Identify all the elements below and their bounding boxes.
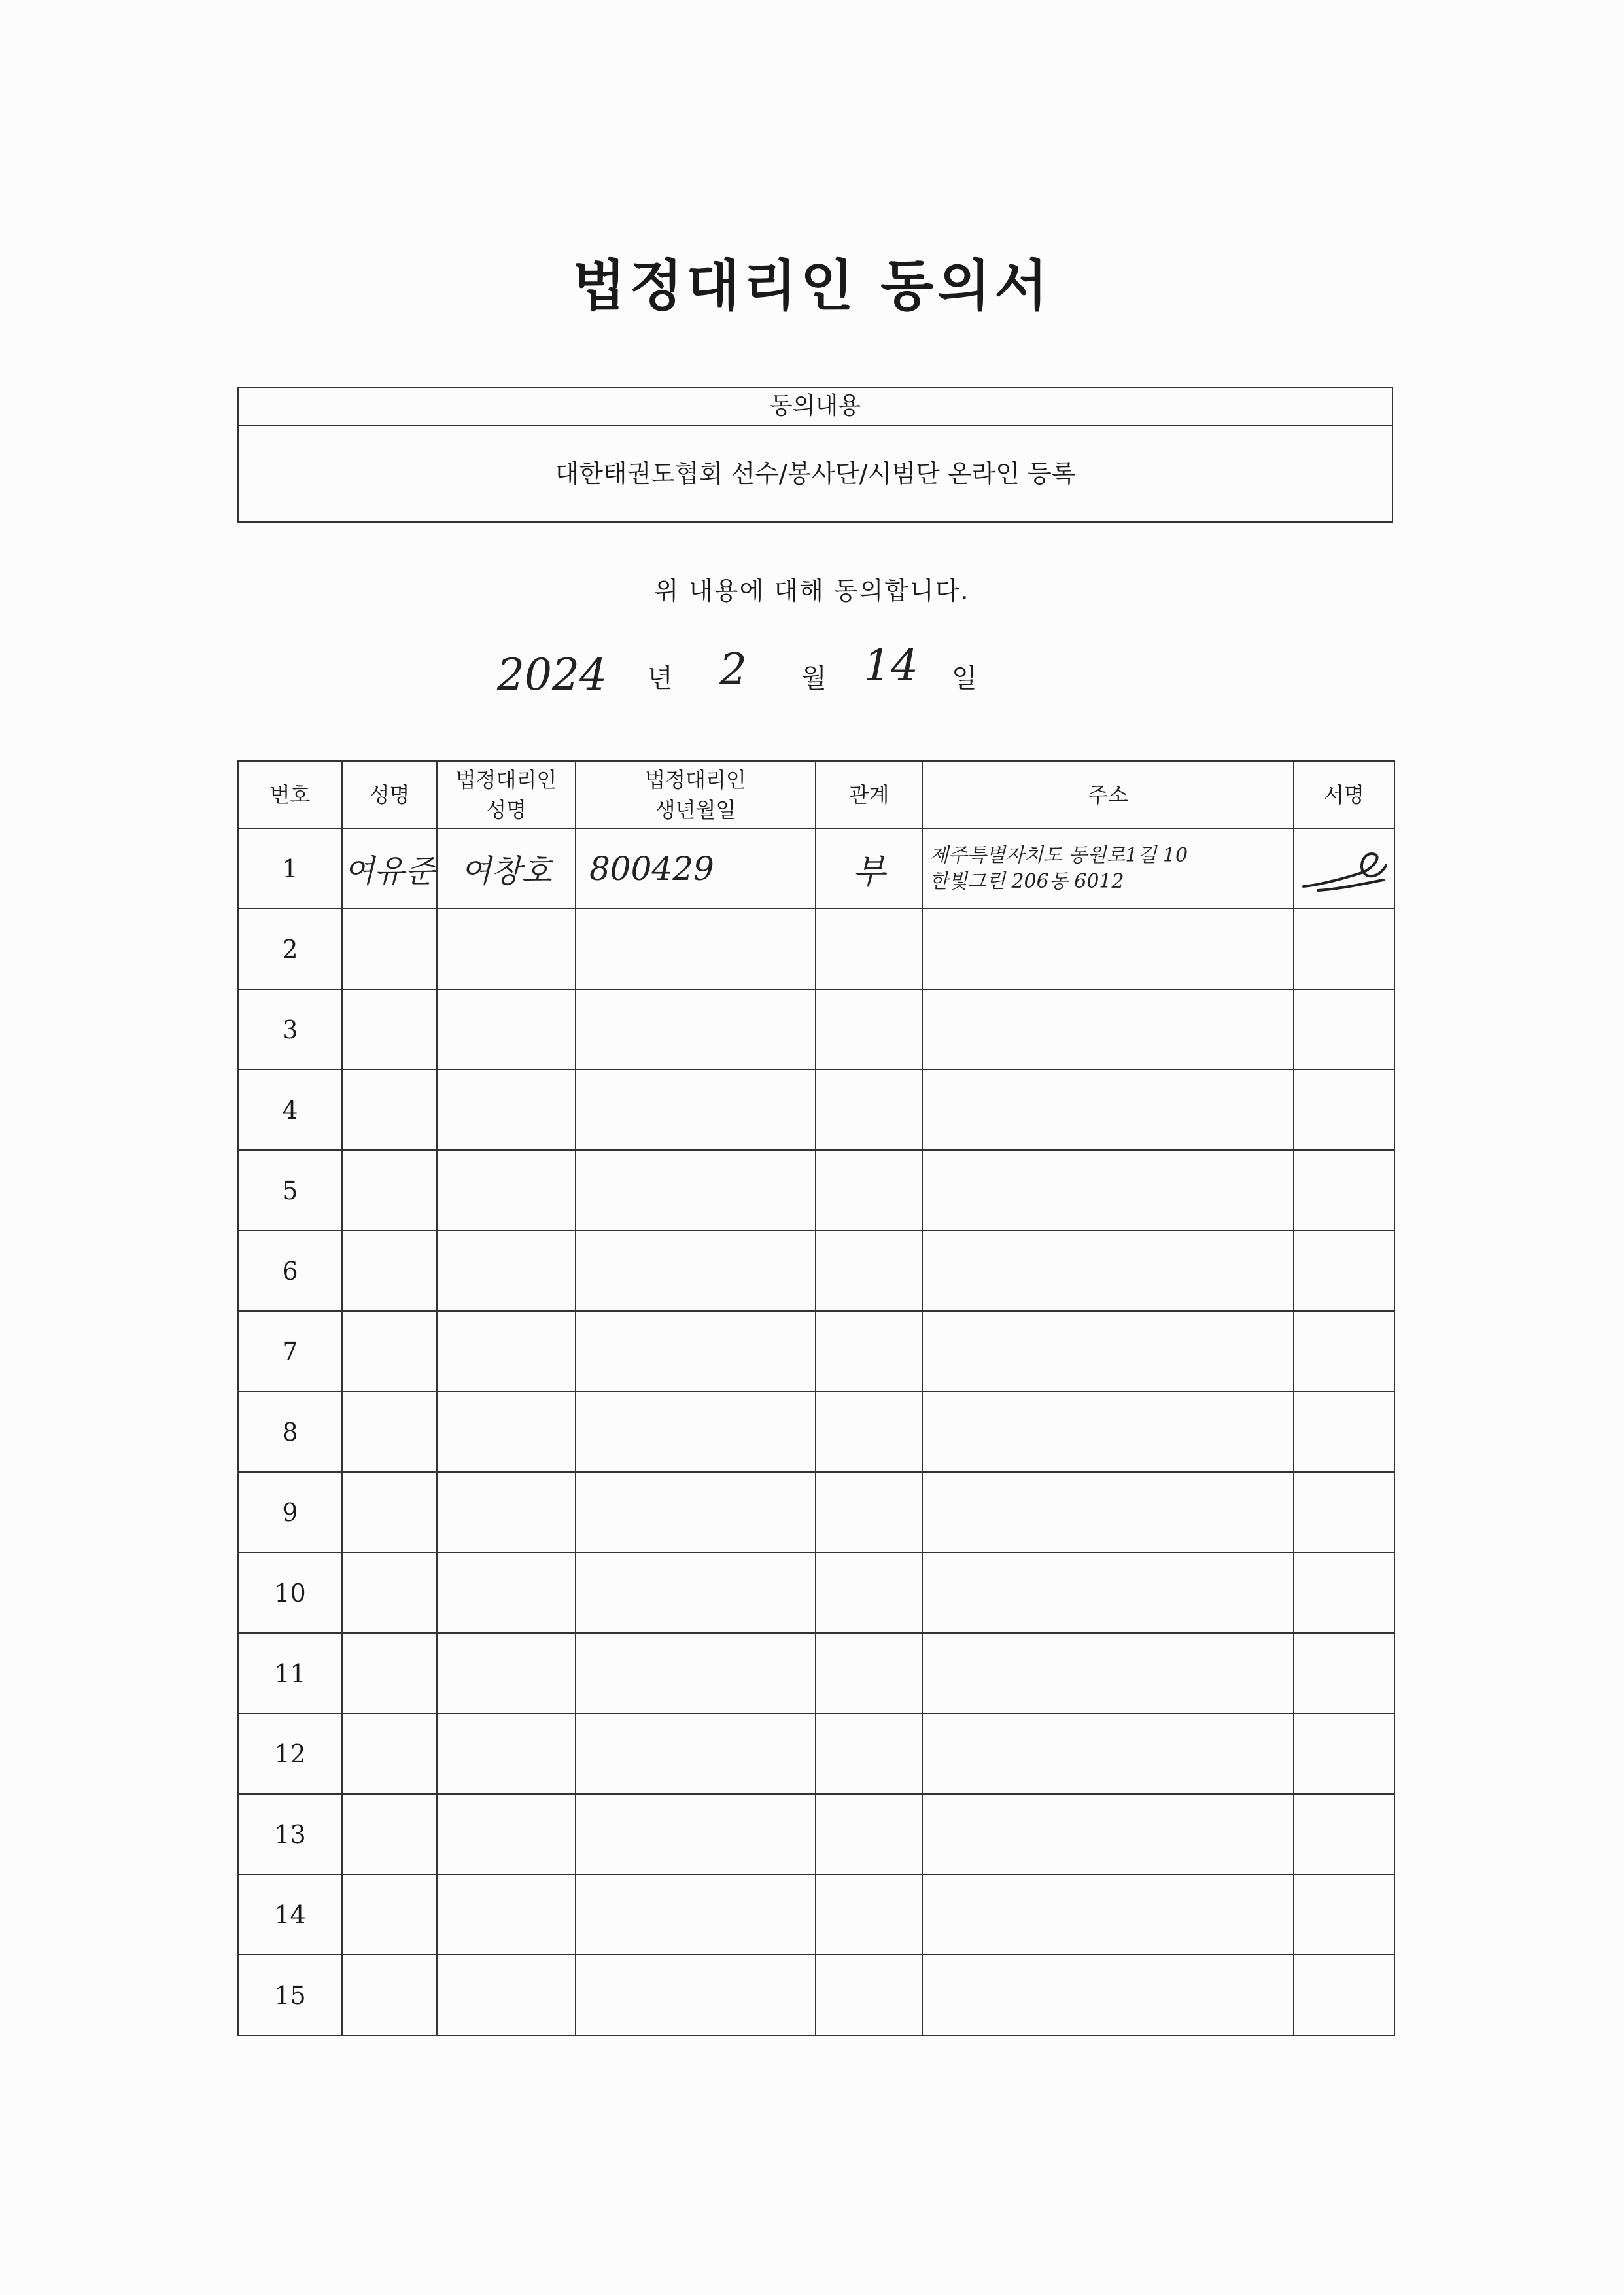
row-number: 6 [238,1231,342,1311]
row-guardian-birth [576,1392,816,1472]
row-relation: 부 [816,828,922,909]
row-number: 11 [238,1633,342,1713]
header-guardian-birth: 법정대리인 생년월일 [576,761,816,828]
row-guardian-birth: 800429 [576,828,816,909]
row-number: 14 [238,1874,342,1955]
date-day-unit: 일 [952,663,977,693]
row-guardian-name [437,1231,576,1311]
row-signature [1294,1070,1394,1150]
row-guardian-name [437,989,576,1070]
table-row [238,1794,1394,1874]
row-guardian-birth [576,1231,816,1311]
table-row [238,1070,1394,1150]
table-row [238,989,1394,1070]
row-relation [816,1392,922,1472]
header-guardian-name: 법정대리인 성명 [437,761,576,828]
row-signature [1294,989,1394,1070]
row-name: 여유준 [342,828,437,909]
row-relation [816,1713,922,1794]
row-guardian-birth [576,1150,816,1231]
table-row [238,1874,1394,1955]
table-row [238,909,1394,989]
table-row [238,1713,1394,1794]
row-number: 5 [238,1150,342,1231]
row-signature [1294,1311,1394,1392]
row-guardian-name: 여창호 [437,828,576,909]
row-address [922,1955,1294,2035]
row-address [922,1552,1294,1633]
table-row [238,1633,1394,1713]
document-title: 법정대리인 동의서 [572,254,1052,318]
row-relation [816,1633,922,1713]
row-guardian-name [437,1392,576,1472]
row-name [342,909,437,989]
row-guardian-birth [576,1472,816,1552]
row-relation [816,989,922,1070]
row-guardian-birth [576,1955,816,2035]
row-signature [1294,1794,1394,1874]
row-signature [1294,1150,1394,1231]
row-signature [1294,1472,1394,1552]
row-number: 15 [238,1955,342,2035]
address-line-2: 한빛그린 206동 6012 [929,869,1124,893]
row-relation [816,1955,922,2035]
table-row [238,1311,1394,1392]
row-guardian-name [437,1794,576,1874]
date-year-unit: 년 [648,663,673,693]
table-row [238,1472,1394,1552]
row-address [922,828,1294,909]
row-address [922,1392,1294,1472]
header-relation: 관계 [816,761,922,828]
row-guardian-name [437,1150,576,1231]
row-address [922,1874,1294,1955]
row-name [342,1633,437,1713]
address-line-1: 제주특별자치도 동원로1길 10 [929,843,1188,867]
row-number: 7 [238,1311,342,1392]
date-month-unit: 월 [801,663,827,693]
row-guardian-birth [576,1633,816,1713]
row-relation [816,1070,922,1150]
date-month: 2 [719,644,747,695]
row-guardian-name [437,1070,576,1150]
row-address [922,1633,1294,1713]
header-number: 번호 [238,761,342,828]
handwritten-signature [1298,839,1390,898]
row-name [342,1955,437,2035]
header-address: 주소 [922,761,1294,828]
row-number: 1 [238,828,342,909]
row-guardian-birth [576,1713,816,1794]
row-address [922,1713,1294,1794]
table-row [238,1150,1394,1231]
row-guardian-birth [576,1794,816,1874]
date-line [0,640,1624,710]
row-signature [1294,1552,1394,1633]
row-guardian-name [437,1552,576,1633]
row-signature [1294,909,1394,989]
row-name [342,989,437,1070]
row-name [342,1070,437,1150]
row-name [342,1794,437,1874]
row-relation [816,1874,922,1955]
table-row [238,1392,1394,1472]
row-guardian-birth [576,1311,816,1392]
row-number: 2 [238,909,342,989]
table-header-row [238,761,1394,828]
row-signature [1294,1633,1394,1713]
row-address [922,1231,1294,1311]
row-number: 4 [238,1070,342,1150]
row-guardian-birth [576,1552,816,1633]
row-relation [816,1552,922,1633]
table-row [238,1552,1394,1633]
row-name [342,1874,437,1955]
row-relation [816,1231,922,1311]
row-guardian-birth [576,909,816,989]
row-signature [1294,1713,1394,1794]
consent-box [237,387,1393,523]
row-guardian-birth [576,1874,816,1955]
table-row [238,828,1394,909]
row-address [922,989,1294,1070]
row-name [342,1311,437,1392]
row-name [342,1231,437,1311]
row-relation [816,1794,922,1874]
row-number: 8 [238,1392,342,1472]
row-guardian-name [437,1472,576,1552]
row-number: 13 [238,1794,342,1874]
row-address [922,1070,1294,1150]
row-signature [1294,1231,1394,1311]
row-signature [1294,1955,1394,2035]
row-guardian-name [437,1311,576,1392]
row-name [342,1472,437,1552]
row-name [342,1150,437,1231]
date-year: 2024 [497,650,607,700]
row-number: 9 [238,1472,342,1552]
consent-header: 동의내용 [239,388,1392,426]
row-guardian-name [437,1633,576,1713]
row-signature [1294,828,1394,909]
header-name: 성명 [342,761,437,828]
consent-body: 대한태권도협회 선수/봉사단/시범단 온라인 등록 [555,459,1076,488]
row-guardian-name [437,909,576,989]
row-address [922,1150,1294,1231]
row-guardian-name [437,1955,576,2035]
header-signature: 서명 [1294,761,1394,828]
row-relation [816,1472,922,1552]
row-number: 10 [238,1552,342,1633]
row-relation [816,1311,922,1392]
date-day: 14 [863,640,918,691]
row-relation [816,1150,922,1231]
row-name [342,1392,437,1472]
row-name [342,1713,437,1794]
table-row [238,1955,1394,2035]
row-guardian-name [437,1874,576,1955]
row-address [922,1311,1294,1392]
agreement-statement: 위 내용에 대해 동의합니다. [654,576,970,605]
row-signature [1294,1392,1394,1472]
table-row [238,1231,1394,1311]
row-name [342,1552,437,1633]
row-guardian-birth [576,1070,816,1150]
guardian-table [237,760,1395,2036]
row-number: 3 [238,989,342,1070]
row-guardian-name [437,1713,576,1794]
row-address [922,1472,1294,1552]
row-address [922,909,1294,989]
row-address [922,1794,1294,1874]
row-relation [816,909,922,989]
row-guardian-birth [576,989,816,1070]
row-number: 12 [238,1713,342,1794]
row-signature [1294,1874,1394,1955]
